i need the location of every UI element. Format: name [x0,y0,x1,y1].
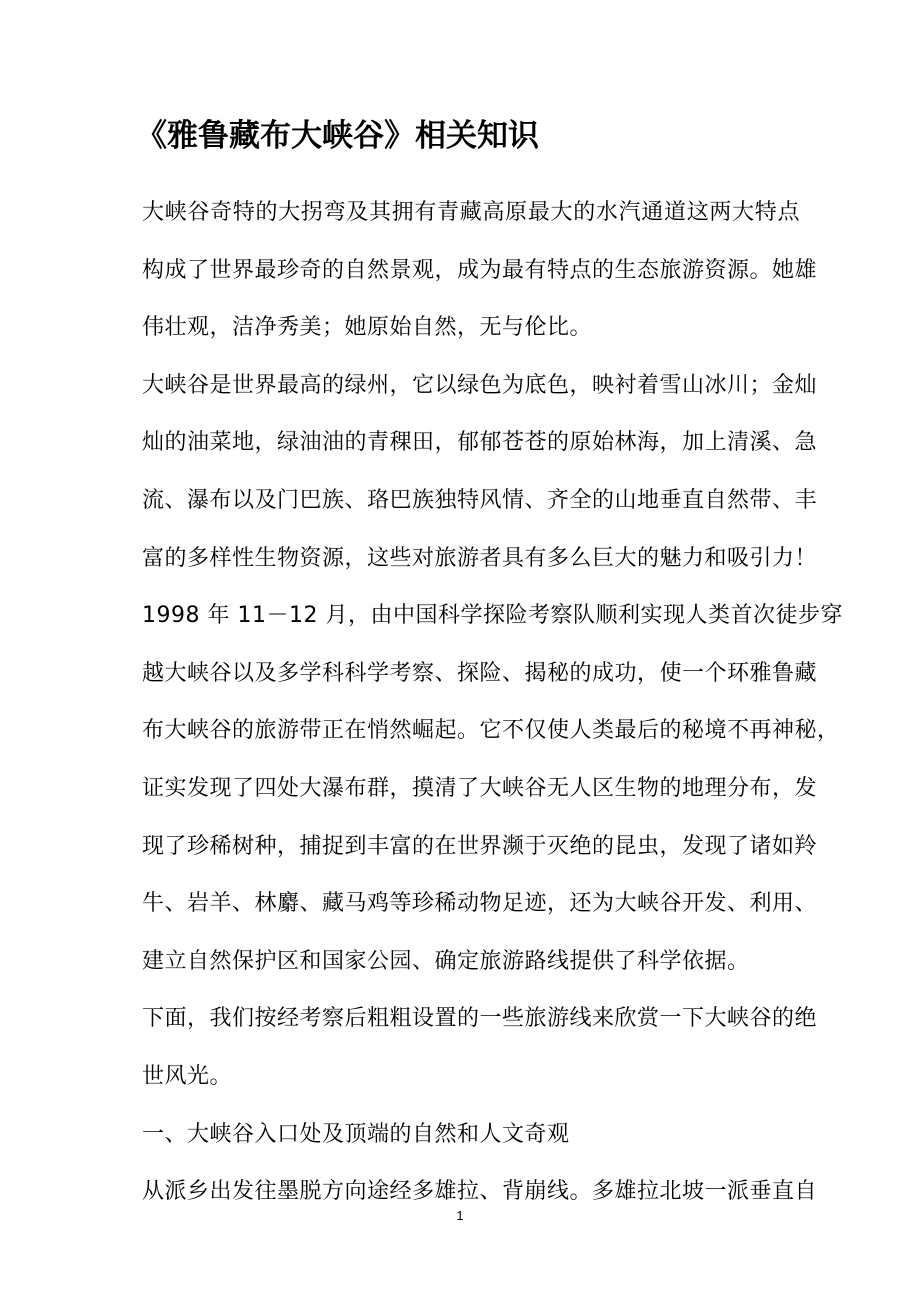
document-body [142,184,843,1221]
text-line: 1998 年 11－12 月，由中国科学探险考察队顺利实现人类首次徒步穿 [142,603,843,629]
text-line: 富的多样性生物资源，这些对旅游者具有多么巨大的魅力和吸引力！ [142,545,818,571]
text-line: 布大峡谷的旅游带正在悄然崛起。它不仅使人类最后的秘境不再神秘， [142,718,840,744]
text-line: 一、大峡谷入口处及顶端的自然和人文奇观 [142,1121,570,1147]
text-line: 灿的油菜地，绿油油的青稞田，郁郁苍苍的原始林海，加上清溪、急 [142,430,818,456]
paragraph-1 [142,184,818,357]
paragraph-3 [142,587,843,990]
text-line: 下面，我们按经考察后粗粗设置的一些旅游线来欣赏一下大峡谷的绝 [142,1006,818,1032]
text-line: 建立自然保护区和国家公园、确定旅游路线提供了科学依据。 [142,948,750,974]
text-line: 证实发现了四处大瀑布群，摸清了大峡谷无人区生物的地理分布，发 [142,775,818,801]
page-number: 1 [456,1208,464,1223]
text-line: 大峡谷是世界最高的绿州，它以绿色为底色，映衬着雪山冰川；金灿 [142,372,818,398]
text-line: 流、瀑布以及门巴族、珞巴族独特风情、齐全的山地垂直自然带、丰 [142,487,818,513]
text-line: 世风光。 [142,1063,233,1089]
text-line: 从派乡出发往墨脱方向途经多雄拉、背崩线。多雄拉北坡一派垂直自 [142,1179,818,1205]
paragraph-2 [142,357,818,587]
section-heading-1 [142,1106,800,1164]
text-line: 越大峡谷以及多学科科学考察、探险、揭秘的成功，使一个环雅鲁藏 [142,660,818,686]
text-line: 牛、岩羊、林麝、藏马鸡等珍稀动物足迹，还为大峡谷开发、利用、 [142,891,818,917]
paragraph-4 [142,990,818,1105]
text-line: 大峡谷奇特的大拐弯及其拥有青藏高原最大的水汽通道这两大特点 [142,200,800,225]
text-line: 现了珍稀树种，捕捉到丰富的在世界濒于灭绝的昆虫，发现了诸如羚 [142,833,818,859]
text-line: 构成了世界最珍奇的自然景观，成为最有特点的生态旅游资源。她雄 [142,257,818,283]
document-title: 《雅鲁藏布大峡谷》相关知识 [136,118,539,154]
text-line: 伟壮观，洁净秀美；她原始自然，无与伦比。 [142,315,593,341]
